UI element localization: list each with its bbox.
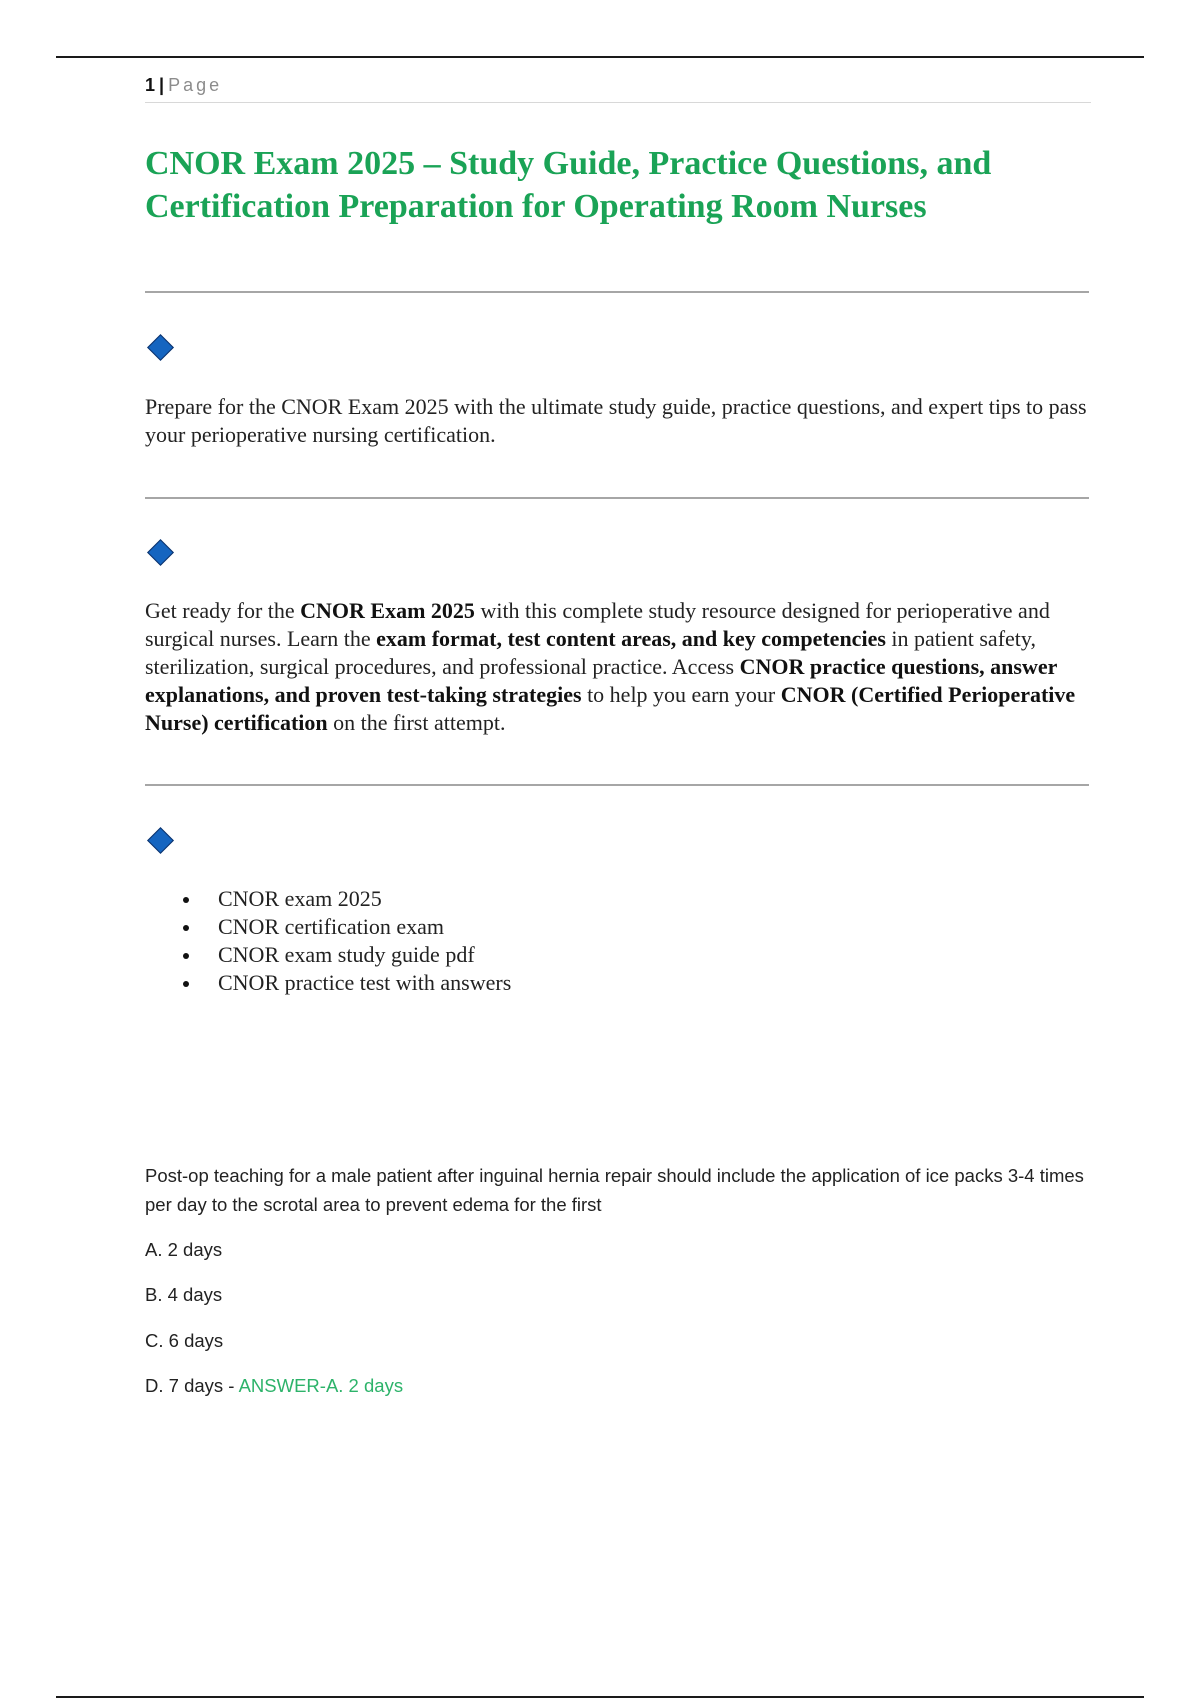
keyword-list-item: CNOR practice test with answers — [170, 969, 511, 997]
keyword-list-item: CNOR exam 2025 — [170, 885, 511, 913]
divider — [145, 497, 1089, 499]
option-d: D. 7 days — [145, 1375, 224, 1396]
diamond-bullet-icon — [147, 334, 174, 361]
document-title: CNOR Exam 2025 – Study Guide, Practice Questions, and Certification Preparation for Operating Room Nurses — [145, 145, 992, 225]
divider — [145, 784, 1089, 786]
description-text: Get ready for the — [145, 598, 301, 623]
description-emphasis: exam format, test content areas, and key competencies — [376, 626, 886, 651]
option-a: A. 2 days — [145, 1239, 223, 1260]
keyword-list — [170, 885, 511, 997]
option-b: B. 4 days — [145, 1284, 223, 1305]
page-header — [145, 74, 1091, 103]
answer-text: ANSWER-A. 2 days — [238, 1375, 404, 1396]
bottom-rule — [56, 1696, 1144, 1698]
answer-separator: - — [223, 1375, 239, 1396]
page-separator: | — [159, 75, 165, 95]
description-text: on the first attempt. — [327, 710, 506, 735]
page-label: Page — [168, 75, 223, 95]
keyword-list-item: CNOR exam study guide pdf — [170, 941, 511, 969]
description-emphasis: CNOR (Certified Perioperative Nurse) certification — [145, 682, 1076, 735]
description-text: with this complete study resource designed for perioperative and surgical nurses. Learn the — [145, 598, 1050, 651]
description-emphasis: CNOR Exam 2025 — [300, 598, 475, 623]
description-text: in patient safety, sterilization, surgical procedures, and professional practice. Access — [145, 626, 1036, 679]
option-d-row — [145, 1374, 403, 1398]
divider — [145, 291, 1089, 293]
page-number: 1 — [145, 75, 156, 95]
keyword-list-item: CNOR certification exam — [170, 913, 511, 941]
question-stem: Post-op teaching for a male patient after inguinal hernia repair should include the application of ice packs 3-4 times per day to the scrotal area to prevent edema for the first — [145, 1165, 1084, 1215]
option-c: C. 6 days — [145, 1330, 224, 1351]
top-rule — [56, 56, 1144, 58]
description-text: to help you earn your — [581, 682, 781, 707]
diamond-bullet-icon — [147, 539, 174, 566]
diamond-bullet-icon — [147, 827, 174, 854]
summary-paragraph: Prepare for the CNOR Exam 2025 with the ultimate study guide, practice questions, and expert tips to pass your perioperative nursing certification. — [145, 394, 1087, 447]
description-paragraph — [145, 597, 1095, 737]
description-emphasis: CNOR practice questions, answer explanations, and proven test-taking strategies — [145, 654, 1057, 707]
